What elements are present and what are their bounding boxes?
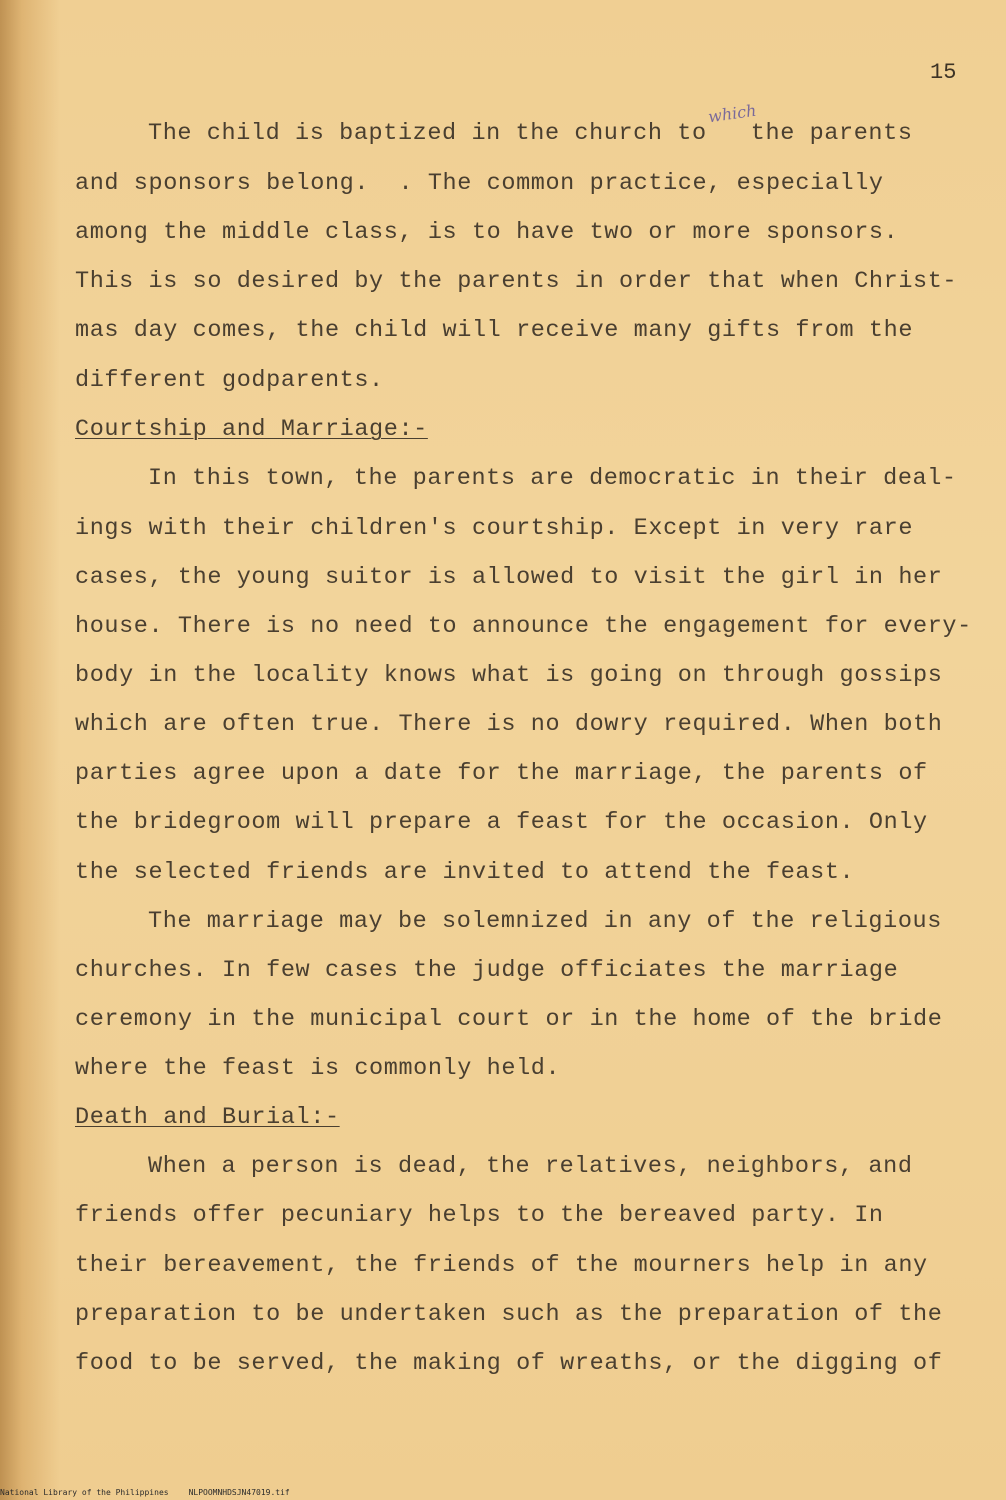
page-number: 15 [930,60,957,85]
text-line: and sponsors belong. . The common practice, especially [75,170,884,197]
text-line: churches. In few cases the judge officiates the marriage [75,957,899,984]
section-heading-courtship: Courtship and Marriage:- [75,416,428,443]
text-line: ceremony in the municipal court or in the home of the bride [75,1006,943,1033]
text-line: body in the locality knows what is going on through gossips [75,662,943,689]
text-line: among the middle class, is to have two or more sponsors. [75,219,899,246]
text-line: When a person is dead, the relatives, neighbors, and [148,1153,913,1180]
section-heading-death: Death and Burial:- [75,1104,340,1131]
handwritten-insertion: which [706,100,758,127]
text-line: parties agree upon a date for the marriage, the parents of [75,760,928,787]
text-line: different godparents. [75,367,384,394]
text-line: house. There is no need to announce the engagement for every- [75,613,972,640]
text-line: In this town, the parents are democratic in their deal- [148,465,957,492]
text-line: The marriage may be solemnized in any of the religious [148,908,942,935]
text-line: their bereavement, the friends of the mourners help in any [75,1252,928,1279]
text-line: where the feast is commonly held. [75,1055,561,1082]
text-line: food to be served, the making of wreaths, or the digging of [75,1350,943,1377]
text-line: This is so desired by the parents in order that when Christ- [75,268,958,295]
text-line: preparation to be undertaken such as the preparation of the [75,1301,943,1328]
footer-library: National Library of the Philippines [0,1488,169,1497]
footer-filename: NLPOOMNHDSJN47019.tif [188,1488,290,1497]
text-line: mas day comes, the child will receive many gifts from the [75,317,914,344]
text-line: ings with their children's courtship. Except in very rare [75,515,914,542]
scan-footer [0,1488,310,1497]
text-line: which are often true. There is no dowry required. When both [75,711,943,738]
text-line: the selected friends are invited to attend the feast. [75,859,855,886]
text-line: cases, the young suitor is allowed to visit the girl in her [75,564,943,591]
text-line: The child is baptized in the church to the parents [148,120,913,147]
text-line: friends offer pecuniary helps to the bereaved party. In [75,1202,884,1229]
text-line: the bridegroom will prepare a feast for the occasion. Only [75,809,928,836]
